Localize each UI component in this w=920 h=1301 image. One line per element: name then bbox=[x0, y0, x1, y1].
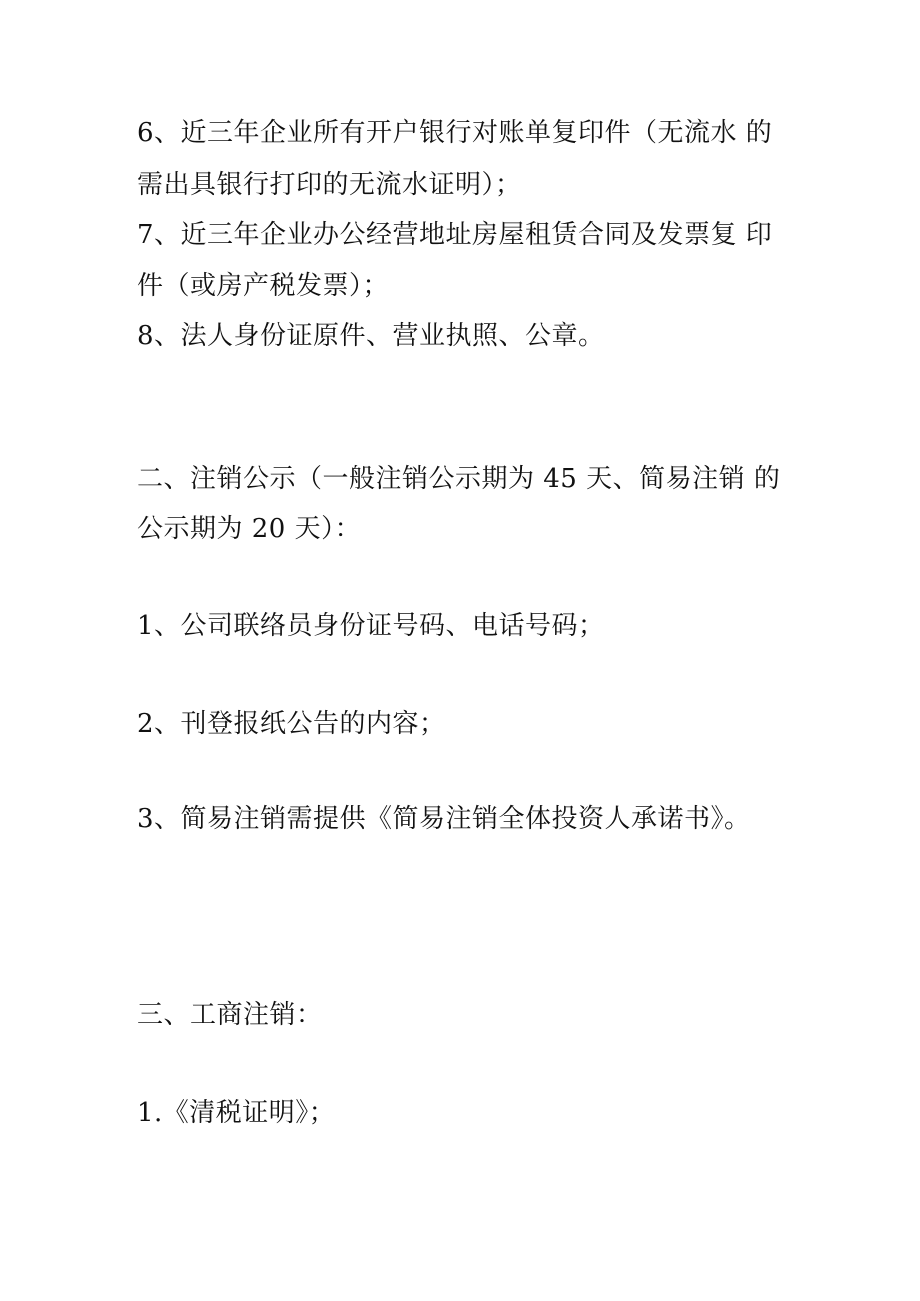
item-7-line-2: 件（或房产税发票）； bbox=[137, 271, 390, 301]
section-2-heading-line-2: 公示期为 20 天）： bbox=[137, 514, 362, 544]
section-3-heading: 三、工商注销： bbox=[137, 1000, 323, 1030]
item-8: 8、法人身份证原件、营业执照、公章。 bbox=[137, 321, 605, 351]
section-2-heading-line-1: 二、注销公示（一般注销公示期为 45 天、简易注销 的 bbox=[137, 464, 781, 494]
section-2-item-1: 1、公司联络员身份证号码、电话号码； bbox=[137, 611, 605, 641]
section-2-item-3: 3、简易注销需提供《简易注销全体投资人承诺书》。 bbox=[137, 804, 751, 834]
section-3-item-1: 1.《清税证明》； bbox=[137, 1098, 336, 1128]
section-2-item-2: 2、刊登报纸公告的内容； bbox=[137, 709, 446, 739]
item-6-line-1: 6、近三年企业所有开户银行对账单复印件（无流水 的 bbox=[137, 118, 773, 148]
item-6-line-2: 需出具银行打印的无流水证明）； bbox=[137, 170, 522, 200]
item-7-line-1: 7、近三年企业办公经营地址房屋租赁合同及发票复 印 bbox=[137, 220, 773, 250]
